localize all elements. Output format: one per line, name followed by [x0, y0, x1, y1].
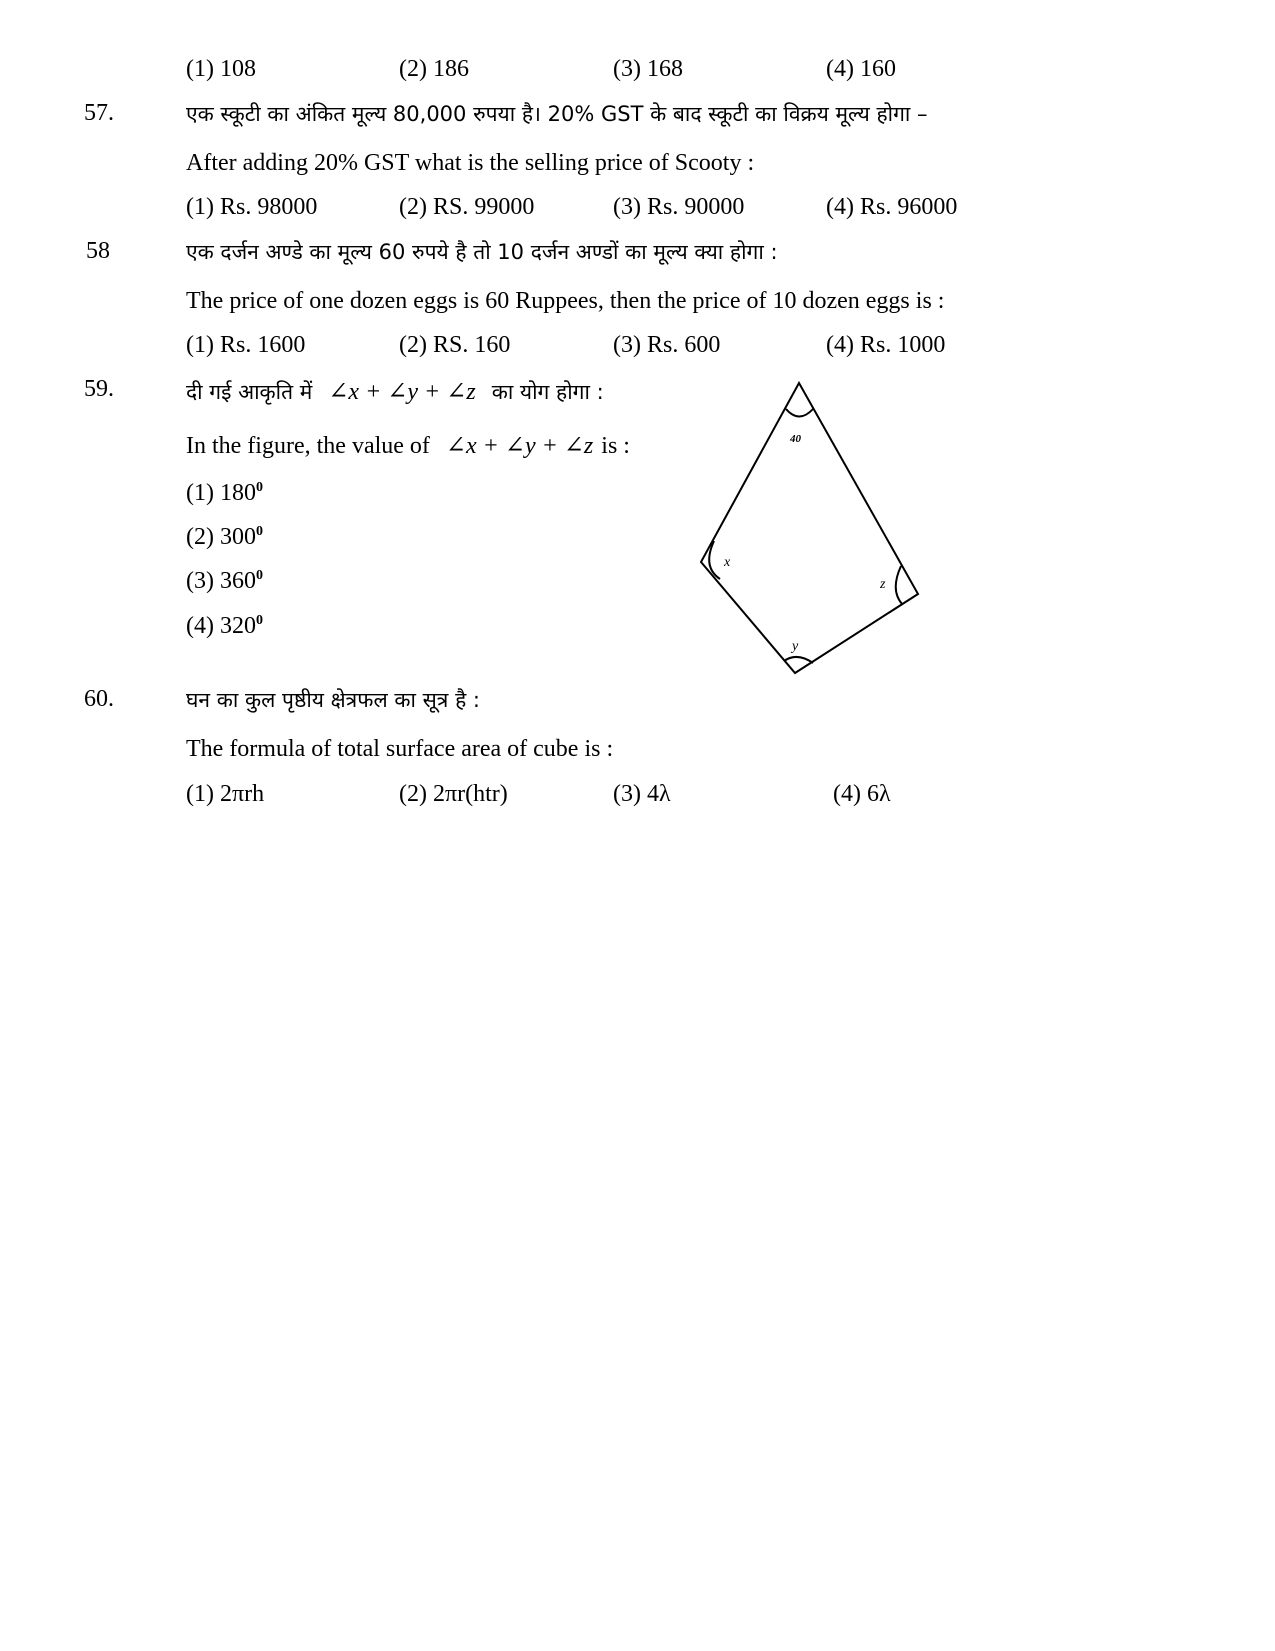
- degree-mark: 0: [255, 524, 263, 539]
- q56-option-4: (4) 160: [826, 56, 896, 82]
- q59-option-2: [186, 523, 263, 551]
- q57-option-2: (2) RS. 99000: [399, 194, 535, 220]
- angle-arc-bottom: [784, 657, 813, 663]
- q59-option-2-text: (2) 300: [186, 524, 256, 550]
- angle-label-left: x: [724, 555, 731, 570]
- q59-english-post: is :: [601, 433, 630, 459]
- angle-label-right: z: [880, 577, 886, 592]
- quadrilateral-figure: [690, 375, 930, 680]
- q57-option-1: (1) Rs. 98000: [186, 194, 318, 220]
- q58-option-1: (1) Rs. 1600: [186, 332, 306, 358]
- q58-number: 58: [86, 238, 110, 264]
- angle-arc-right: [896, 566, 902, 604]
- q58-hindi-text: एक दर्जन अण्डे का मूल्य 60 रुपये है तो 10 दर्जन अण्डों का मूल्य क्या होगा :: [186, 240, 778, 264]
- q57-number: 57.: [84, 100, 114, 126]
- degree-mark: 0: [255, 568, 263, 583]
- q58-option-3: (3) Rs. 600: [613, 332, 721, 358]
- degree-mark: 0: [255, 613, 263, 628]
- q58-option-4: (4) Rs. 1000: [826, 332, 946, 358]
- q59-english-line: [186, 432, 630, 460]
- q59-option-1-text: (1) 180: [186, 480, 256, 506]
- degree-mark: 0: [255, 480, 263, 495]
- q59-hindi-post: का योग होगा :: [491, 380, 604, 404]
- q60-number: 60.: [84, 686, 114, 712]
- q59-option-3: [186, 567, 263, 595]
- q60-option-4: (4) 6λ: [833, 781, 891, 807]
- q60-english-text: The formula of total surface area of cube is :: [186, 736, 614, 762]
- angle-arc-top: [786, 409, 813, 417]
- angle-label-bottom: y: [792, 639, 799, 654]
- q59-angle-expression-en: ∠x + ∠y + ∠z: [445, 433, 594, 459]
- q59-number: 59.: [84, 376, 114, 402]
- q58-option-2: (2) RS. 160: [399, 332, 511, 358]
- q59-hindi-pre: दी गई आकृति में: [186, 380, 313, 404]
- q60-option-2: (2) 2πr(htr): [399, 781, 508, 807]
- q56-option-3: (3) 168: [613, 56, 683, 82]
- q57-option-3: (3) Rs. 90000: [613, 194, 745, 220]
- angle-label-top: 40: [790, 433, 801, 445]
- q59-option-4-text: (4) 320: [186, 613, 256, 639]
- q56-option-2: (2) 186: [399, 56, 469, 82]
- q59-option-4: [186, 612, 263, 640]
- q59-angle-expression: ∠x + ∠y + ∠z: [328, 379, 476, 405]
- q60-option-1: (1) 2πrh: [186, 781, 265, 807]
- q58-english-text: The price of one dozen eggs is 60 Ruppees, then the price of 10 dozen eggs is :: [186, 288, 945, 314]
- q59-option-1: [186, 479, 263, 507]
- q57-english-text: After adding 20% GST what is the selling price of Scooty :: [186, 150, 755, 176]
- q56-option-1: (1) 108: [186, 56, 256, 82]
- q60-option-3: (3) 4λ: [613, 781, 671, 807]
- q57-option-4: (4) Rs. 96000: [826, 194, 958, 220]
- q57-hindi-text: एक स्कूटी का अंकित मूल्य 80,000 रुपया है। 20% GST के बाद स्कूटी का विक्रय मूल्य होगा –: [186, 102, 928, 126]
- quadrilateral-outline: [701, 383, 918, 673]
- q59-english-pre: In the figure, the value of: [186, 433, 430, 459]
- q59-hindi-line: [186, 378, 604, 406]
- q60-hindi-text: घन का कुल पृष्ठीय क्षेत्रफल का सूत्र है :: [186, 688, 480, 712]
- q59-option-3-text: (3) 360: [186, 568, 256, 594]
